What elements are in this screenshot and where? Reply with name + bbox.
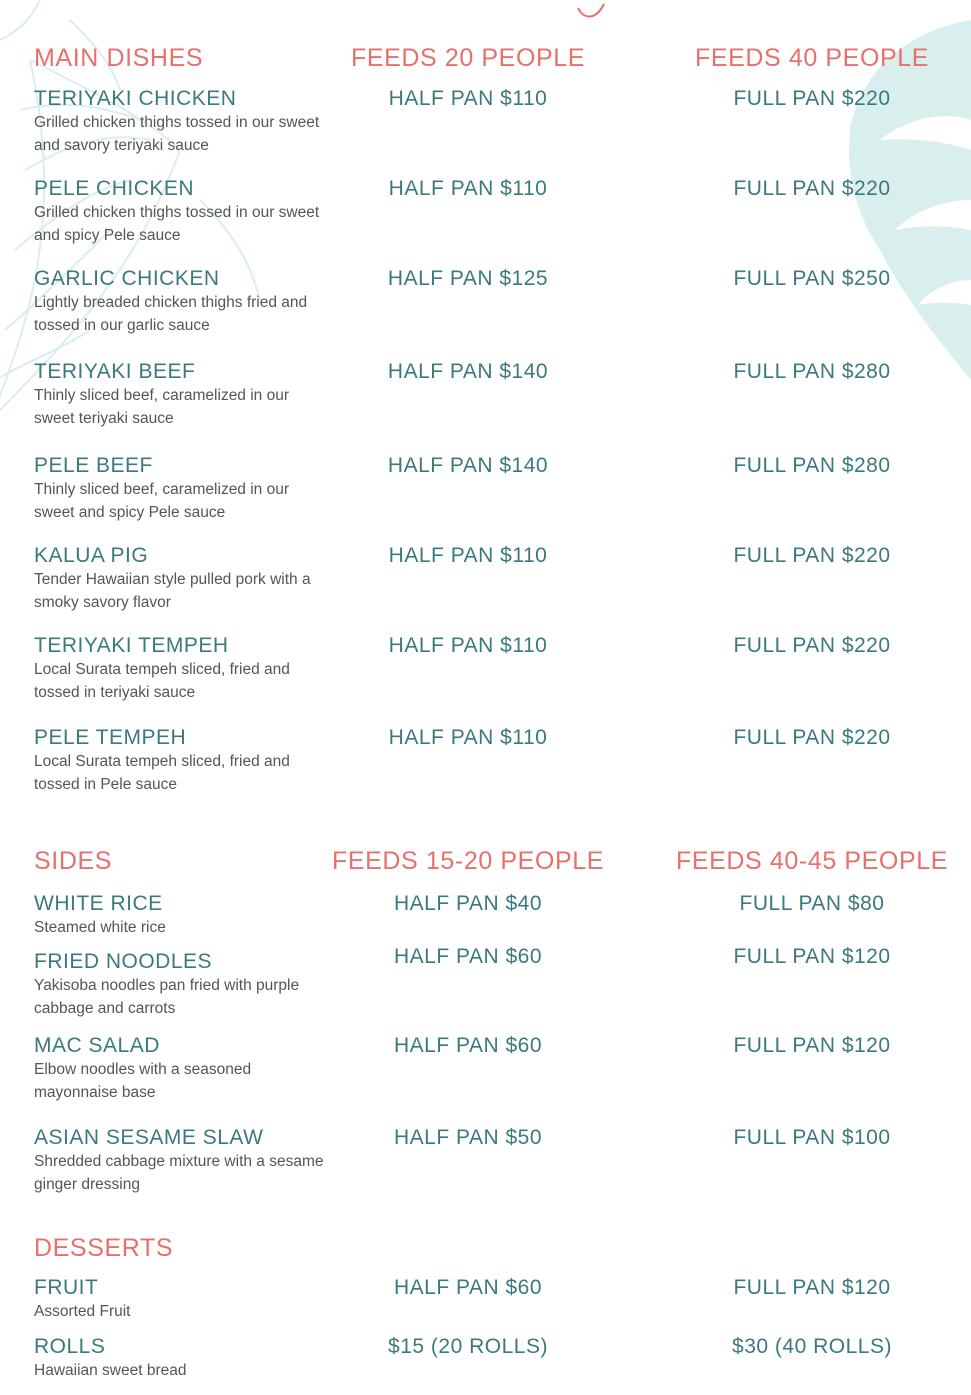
- menu-item-description: Yakisoba noodles pan fried with purple cabbage and carrots: [34, 977, 300, 1017]
- menu-item-description: Hawaiian sweet bread: [34, 1362, 187, 1379]
- full-pan-price: FULL PAN $220: [733, 634, 891, 657]
- desserts-heading: DESSERTS: [34, 1234, 174, 1262]
- half-pan-price: HALF PAN $60: [393, 945, 543, 968]
- full-pan-price: FULL PAN $120: [733, 1276, 891, 1299]
- half-pan-price: HALF PAN $125: [387, 267, 549, 290]
- menu-item-name: GARLIC CHICKEN: [34, 267, 220, 290]
- menu-item-name: PELE TEMPEH: [34, 726, 187, 749]
- full-pan-price: FULL PAN $280: [733, 454, 891, 477]
- half-pan-price: HALF PAN $110: [388, 87, 548, 110]
- half-pan-price: HALF PAN $110: [388, 726, 548, 749]
- sides-heading: SIDES: [34, 847, 113, 875]
- full-pan-price: FULL PAN $80: [739, 892, 885, 915]
- half-pan-price: HALF PAN $140: [387, 454, 549, 477]
- menu-item-name: MAC SALAD: [34, 1034, 160, 1057]
- full-pan-price: FULL PAN $220: [733, 544, 891, 567]
- main-half-pan-heading: FEEDS 20 PEOPLE: [350, 44, 586, 72]
- sides-full-pan-heading: FEEDS 40-45 PEOPLE: [675, 847, 949, 875]
- full-pan-price: FULL PAN $120: [733, 945, 891, 968]
- half-pan-price: HALF PAN $60: [393, 1276, 543, 1299]
- menu-item-description: Assorted Fruit: [34, 1303, 131, 1320]
- menu-item-name: FRUIT: [34, 1276, 99, 1299]
- main-dishes-heading: MAIN DISHES: [34, 44, 204, 72]
- menu-item-name: FRIED NOODLES: [34, 950, 213, 973]
- half-pan-price: HALF PAN $140: [387, 360, 549, 383]
- menu-item-description: Tender Hawaiian style pulled pork with a smoky savory flavor: [34, 571, 311, 611]
- menu-item-name: TERIYAKI BEEF: [34, 360, 196, 383]
- full-pan-price: FULL PAN $220: [733, 87, 891, 110]
- menu-item-description: Elbow noodles with a seasoned mayonnaise base: [34, 1061, 252, 1101]
- menu-item-description: Thinly sliced beef, caramelized in our sweet teriyaki sauce: [34, 387, 290, 427]
- menu-item-name: ASIAN SESAME SLAW: [34, 1126, 264, 1149]
- menu-item-name: PELE BEEF: [34, 454, 153, 477]
- menu-item-name: ROLLS: [34, 1335, 106, 1358]
- half-pan-price: HALF PAN $40: [393, 892, 543, 915]
- full-pan-price: FULL PAN $280: [733, 360, 891, 383]
- menu-item-description: Local Surata tempeh sliced, fried and tossed in Pele sauce: [34, 753, 290, 793]
- half-pan-price: $15 (20 ROLLS): [388, 1335, 548, 1358]
- full-pan-price: $30 (40 ROLLS): [732, 1335, 892, 1358]
- menu-item-description: Local Surata tempeh sliced, fried and tossed in teriyaki sauce: [34, 661, 290, 701]
- full-pan-price: FULL PAN $120: [733, 1034, 891, 1057]
- menu-item-name: PELE CHICKEN: [34, 177, 195, 200]
- menu-item-description: Lightly breaded chicken thighs fried and tossed in our garlic sauce: [34, 294, 308, 334]
- menu-item-name: TERIYAKI TEMPEH: [34, 634, 229, 657]
- menu-item-description: Grilled chicken thighs tossed in our sweet and spicy Pele sauce: [34, 204, 320, 244]
- full-pan-price: FULL PAN $220: [733, 177, 891, 200]
- full-pan-price: FULL PAN $100: [733, 1126, 891, 1149]
- menu-item-description: Thinly sliced beef, caramelized in our sweet and spicy Pele sauce: [34, 481, 290, 521]
- menu-item-description: Grilled chicken thighs tossed in our sweet and savory teriyaki sauce: [34, 114, 320, 154]
- menu-item-description: Steamed white rice: [34, 919, 166, 936]
- menu-item-name: WHITE RICE: [34, 892, 163, 915]
- menu-item-name: TERIYAKI CHICKEN: [34, 87, 237, 110]
- half-pan-price: HALF PAN $110: [388, 634, 548, 657]
- half-pan-price: HALF PAN $110: [388, 177, 548, 200]
- half-pan-price: HALF PAN $60: [393, 1034, 543, 1057]
- full-pan-price: FULL PAN $220: [733, 726, 891, 749]
- menu-item-description: Shredded cabbage mixture with a sesame ginger dressing: [34, 1153, 324, 1193]
- half-pan-price: HALF PAN $110: [388, 544, 548, 567]
- main-full-pan-heading: FEEDS 40 PEOPLE: [694, 44, 930, 72]
- full-pan-price: FULL PAN $250: [733, 267, 891, 290]
- sides-half-pan-heading: FEEDS 15-20 PEOPLE: [331, 847, 605, 875]
- half-pan-price: HALF PAN $50: [393, 1126, 543, 1149]
- menu-item-name: KALUA PIG: [34, 544, 149, 567]
